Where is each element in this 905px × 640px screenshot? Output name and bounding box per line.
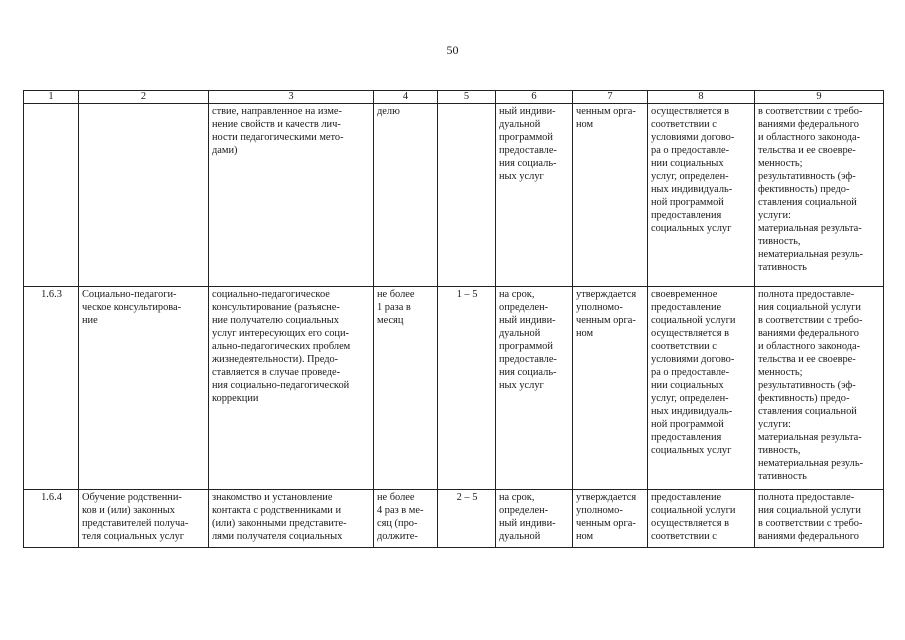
row-number-cell: [24, 104, 79, 287]
evaluation-cell: полнота предоставле- ния социальной услуги в соответствии с требо- ваниями федерального и областного законода- тельства и ее своевре- менность; результативность (эф- фективность) предо- ставления социальной услуги: материальная результа- тивность, нематериальная резуль- тативность: [755, 287, 884, 490]
column-header: 5: [438, 91, 496, 104]
column-header: 6: [496, 91, 573, 104]
service-description-cell: ствие, направленное на изме- нение свойств и качеств лич- ности педагогическими мето- дами): [209, 104, 374, 287]
column-header: 9: [755, 91, 884, 104]
term-cell: ный индиви- дуальной программой предоставле- ния социаль- ных услуг: [496, 104, 573, 287]
frequency-cell: не более 4 раз в ме- сяц (про- должите-: [374, 490, 438, 548]
evaluation-cell: в соответствии с требо- ваниями федерального и областного законода- тельства и ее своевре- менность; результативность (эф- фективность) предо- ставления социальной услуги: материальная результа- тивность, нематериальная резуль- тативность: [755, 104, 884, 287]
column-header: 8: [648, 91, 755, 104]
quality-cell: осуществляется в соответствии с условиями догово- ра о предоставле- нии социальных услуг, определен- ных индивидуаль- ной программой предоставления социальных услуг: [648, 104, 755, 287]
duration-cell: 1 – 5: [438, 287, 496, 490]
service-name-cell: Обучение родственни- ков и (или) законных представителей получа- теля социальных услуг: [79, 490, 209, 548]
service-name-cell: Социально-педагоги- ческое консультирова- ние: [79, 287, 209, 490]
column-header: 7: [573, 91, 648, 104]
service-description-cell: знакомство и установление контакта с родственниками и (или) законными представите- лями получателя социальных: [209, 490, 374, 548]
evaluation-cell: полнота предоставле- ния социальной услуги в соответствии с требо- ваниями федерального: [755, 490, 884, 548]
service-name-cell: [79, 104, 209, 287]
frequency-cell: не более 1 раза в месяц: [374, 287, 438, 490]
frequency-cell: делю: [374, 104, 438, 287]
duration-cell: [438, 104, 496, 287]
column-header: 4: [374, 91, 438, 104]
page-number: 50: [446, 43, 459, 57]
service-description-cell: социально-педагогическое консультирование (разъясне- ние получателю социальных услуг интересующих его соци- ально-педагогических проблем жизнедеятельности). Предо- ставляется в случае проведе- ния социально-педагогической коррекции: [209, 287, 374, 490]
column-header: 3: [209, 91, 374, 104]
rate-cell: утверждается уполномо- ченным орга- ном: [573, 287, 648, 490]
row-number-cell: 1.6.4: [24, 490, 79, 548]
duration-cell: 2 – 5: [438, 490, 496, 548]
table-row: [24, 287, 884, 490]
column-header: 1: [24, 91, 79, 104]
table-row: [24, 490, 884, 548]
quality-cell: своевременное предоставление социальной услуги осуществляется в соответствии с условиями догово- ра о предоставле- нии социальных услуг, определен- ных индивидуаль- ной программой предоставления социальных услуг: [648, 287, 755, 490]
term-cell: на срок, определен- ный индиви- дуальной программой предоставле- ния социаль- ных услуг: [496, 287, 573, 490]
quality-cell: предоставление социальной услуги осуществляется в соответствии с: [648, 490, 755, 548]
column-header: 2: [79, 91, 209, 104]
term-cell: на срок, определен- ный индиви- дуальной: [496, 490, 573, 548]
row-number-cell: 1.6.3: [24, 287, 79, 490]
table-header-row: [24, 91, 884, 104]
rate-cell: утверждается уполномо- ченным орга- ном: [573, 490, 648, 548]
services-table: [23, 90, 884, 548]
table-row: [24, 104, 884, 287]
rate-cell: ченным орга- ном: [573, 104, 648, 287]
